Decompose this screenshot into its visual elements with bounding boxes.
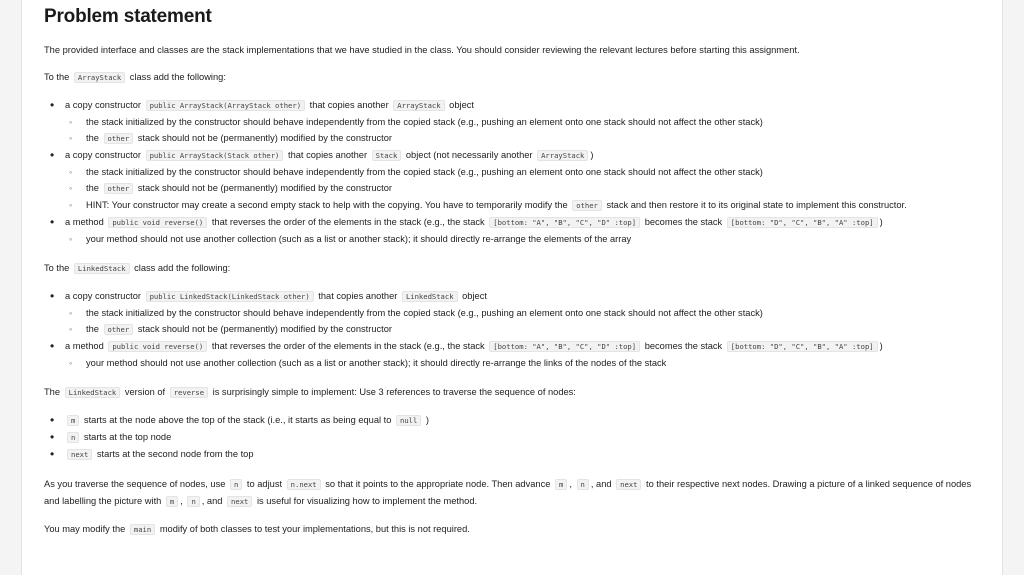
- text-span: a copy constructor: [65, 291, 141, 301]
- text-span: ): [879, 341, 883, 351]
- text-span: that copies another: [318, 291, 398, 301]
- inline-code: reverse: [170, 387, 208, 398]
- document-content: [44, 6, 984, 549]
- text-span: HINT: Your constructor may create a second empty stack to help with the copying. You have to temporarily modify the: [86, 200, 568, 210]
- inline-code: [bottom: "A", "B", "C", "D" :top]: [489, 341, 640, 352]
- text-span: ): [590, 150, 594, 160]
- text-span: a copy constructor: [65, 150, 141, 160]
- text-span: that copies another: [287, 150, 368, 160]
- inline-code: [bottom: "D", "C", "B", "A" :top]: [727, 217, 878, 228]
- inline-code: public LinkedStack(LinkedStack other): [146, 291, 314, 302]
- inline-code: next: [67, 449, 92, 460]
- inline-code: public ArrayStack(ArrayStack other): [146, 100, 305, 111]
- sub-list: [65, 114, 984, 147]
- text-span: version of: [124, 387, 166, 397]
- array-stack-lead: [44, 69, 984, 86]
- text-span: class add the following:: [129, 72, 226, 82]
- document-page: [21, 0, 1003, 575]
- sub-list: [65, 355, 984, 371]
- text-span: ): [425, 415, 430, 425]
- list-item: [44, 429, 984, 446]
- inline-code: LinkedStack: [402, 291, 458, 302]
- inline-code: n: [230, 479, 242, 490]
- text-span: the stack initialized by the constructor should behave independently from the copied stack (e.g., pushing an element onto one stack should not affect the other stack): [86, 167, 763, 177]
- inline-code: other: [104, 324, 134, 335]
- sub-list-item: [65, 164, 984, 180]
- text-span: the: [86, 183, 99, 193]
- list-item: [44, 288, 984, 338]
- text-span: so that it points to the appropriate node. Then advance: [325, 479, 551, 489]
- inline-code: LinkedStack: [74, 263, 130, 274]
- text-span: , and: [590, 479, 612, 489]
- inline-code: other: [104, 133, 134, 144]
- sub-list: [65, 164, 984, 214]
- inline-code: n: [67, 432, 79, 443]
- text-span: that copies another: [309, 100, 389, 110]
- inline-code: [bottom: "D", "C", "B", "A" :top]: [727, 341, 878, 352]
- text-span: a method: [65, 217, 104, 227]
- inline-code: null: [396, 415, 421, 426]
- inline-code: main: [130, 524, 155, 535]
- inline-code: ArrayStack: [74, 72, 125, 83]
- linked-stack-lead: [44, 260, 984, 277]
- list-item: [44, 338, 984, 371]
- text-span: The: [44, 387, 61, 397]
- text-span: object (not necessarily another: [405, 150, 533, 160]
- text-span: To the: [44, 263, 70, 273]
- sub-list-item: [65, 305, 984, 321]
- sub-list: [65, 305, 984, 338]
- closing-paragraph: [44, 521, 984, 538]
- inline-code: m: [166, 496, 178, 507]
- inline-code: public void reverse(): [108, 217, 207, 228]
- inline-code: other: [104, 183, 134, 194]
- inline-code: Stack: [372, 150, 402, 161]
- list-item: [44, 446, 984, 463]
- list-item: [44, 97, 984, 147]
- sub-list-item: [65, 130, 984, 147]
- inline-code: next: [227, 496, 252, 507]
- list-item: [44, 147, 984, 214]
- text-span: starts at the node above the top of the stack (i.e., it starts as being equal to: [83, 415, 392, 425]
- inline-code: public ArrayStack(Stack other): [146, 150, 284, 161]
- inline-code: public void reverse(): [108, 341, 207, 352]
- inline-code: m: [555, 479, 567, 490]
- intro-paragraph: The provided interface and classes are the stack implementations that we have studied in the class. You should consider reviewing the relevant lectures before starting this assignment.: [44, 45, 800, 55]
- text-span: object: [462, 291, 487, 301]
- text-span: becomes the stack: [644, 217, 723, 227]
- text-span: the: [86, 133, 99, 143]
- sub-list-item: [65, 355, 984, 371]
- text-span: the: [86, 324, 99, 334]
- text-span: the stack initialized by the constructor should behave independently from the copied stack (e.g., pushing an element onto one stack should not affect the other stack): [86, 308, 763, 318]
- text-span: that reverses the order of the elements in the stack (e.g., the stack: [211, 217, 485, 227]
- text-span: ,: [569, 479, 572, 489]
- sub-list: [65, 231, 984, 247]
- sub-list-item: [65, 114, 984, 130]
- text-span: to their respective next nodes. Drawing a picture of a linked sequence of nodes and labelling the picture with: [44, 479, 972, 506]
- text-span: stack should not be (permanently) modified by the constructor: [137, 183, 393, 193]
- text-span: stack should not be (permanently) modified by the constructor: [137, 324, 393, 334]
- sub-list-item: [65, 231, 984, 247]
- inline-code: n: [577, 479, 589, 490]
- inline-code: ArrayStack: [537, 150, 588, 161]
- text-span: is surprisingly simple to implement: Use 3 references to traverse the sequence of nodes:: [212, 387, 576, 397]
- text-span: You may modify the: [44, 524, 126, 534]
- sub-list-item: [65, 180, 984, 197]
- text-span: your method should not use another collection (such as a list or another stack); it should directly re-arrange the links of the nodes of the stack: [86, 358, 667, 368]
- text-span: is useful for visualizing how to implement the method.: [256, 496, 478, 506]
- text-span: , and: [201, 496, 223, 506]
- text-span: to adjust: [246, 479, 283, 489]
- text-span: the stack initialized by the constructor should behave independently from the copied stack (e.g., pushing an element onto one stack should not affect the other stack): [86, 117, 763, 127]
- text-span: your method should not use another collection (such as a list or another stack); it should directly re-arrange the elements of the array: [86, 234, 632, 244]
- traverse-paragraph: [44, 476, 984, 510]
- inline-code: m: [67, 415, 79, 426]
- inline-code: [bottom: "A", "B", "C", "D" :top]: [489, 217, 640, 228]
- inline-code: n: [187, 496, 199, 507]
- text-span: ,: [180, 496, 183, 506]
- text-span: that reverses the order of the elements in the stack (e.g., the stack: [211, 341, 485, 351]
- text-span: a copy constructor: [65, 100, 141, 110]
- text-span: class add the following:: [134, 263, 231, 273]
- list-item: [44, 214, 984, 247]
- text-span: modify of both classes to test your implementations, but this is not required.: [159, 524, 470, 534]
- text-span: becomes the stack: [644, 341, 723, 351]
- text-span: starts at the second node from the top: [96, 449, 254, 459]
- text-span: To the: [44, 72, 70, 82]
- text-span: a method: [65, 341, 104, 351]
- array-stack-list: [44, 97, 984, 247]
- references-list: [44, 412, 984, 463]
- reverse-note: [44, 384, 984, 401]
- text-span: stack and then restore it to its original state to implement this constructor.: [606, 200, 907, 210]
- linked-stack-list: [44, 288, 984, 371]
- sub-list-item: [65, 197, 984, 214]
- inline-code: ArrayStack: [393, 100, 444, 111]
- text-span: stack should not be (permanently) modified by the constructor: [137, 133, 393, 143]
- sub-list-item: [65, 321, 984, 338]
- inline-code: next: [616, 479, 641, 490]
- text-span: object: [449, 100, 474, 110]
- inline-code: other: [572, 200, 602, 211]
- inline-code: n.next: [287, 479, 321, 490]
- text-span: ): [879, 217, 883, 227]
- list-item: [44, 412, 984, 429]
- inline-code: LinkedStack: [65, 387, 121, 398]
- page-title: Problem statement: [44, 6, 212, 27]
- text-span: starts at the top node: [83, 432, 172, 442]
- text-span: As you traverse the sequence of nodes, use: [44, 479, 226, 489]
